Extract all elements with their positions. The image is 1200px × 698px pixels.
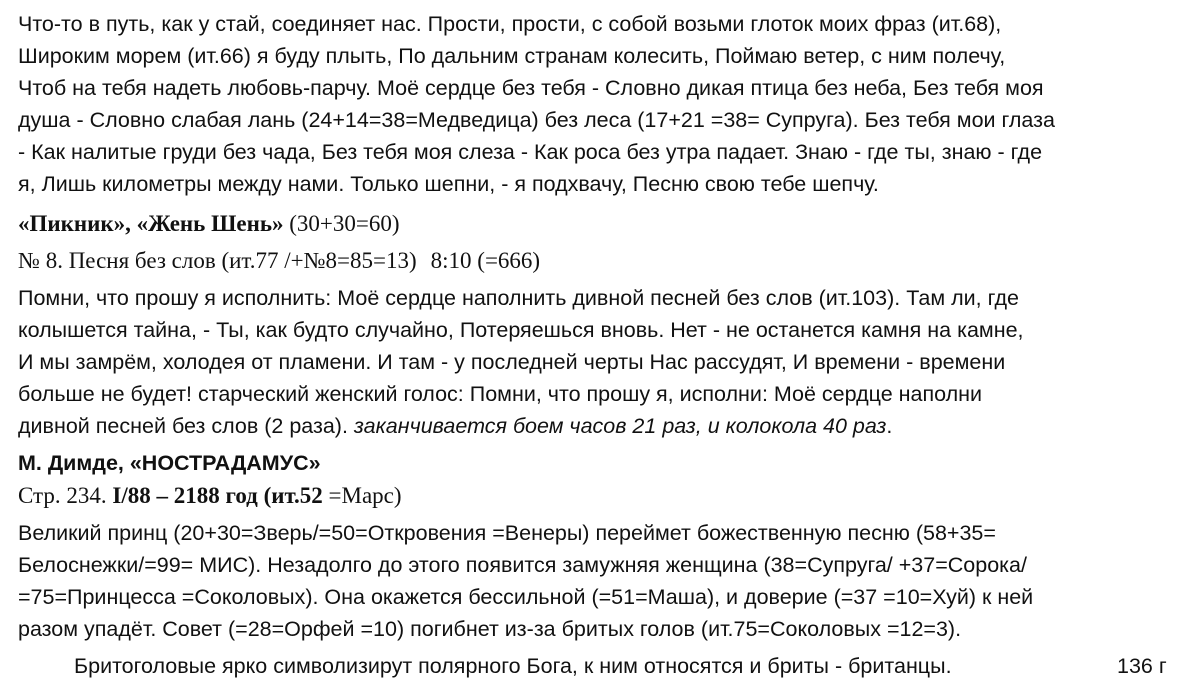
- song-heading-numbers: (30+30=60): [289, 211, 400, 236]
- song-number-text: № 8. Песня без слов (ит.77 /+№8=85=13): [18, 248, 417, 273]
- stage-direction: заканчивается боем часов 21 раз, и колокола 40 раз: [353, 414, 887, 438]
- text-line: И мы замрём, холодея от пламени. И там - у последней черты Нас рассудят, И времени - времени: [18, 350, 1006, 374]
- text-line: я, Лишь километры между нами. Только шепни, - я подхвачу, Песню свою тебе шепчу.: [18, 172, 879, 196]
- text-line: колышется тайна, - Ты, как будто случайно, Потеряешься вновь. Нет - не останется камня на камне,: [18, 318, 1024, 342]
- song-time: 8:10 (=666): [430, 248, 541, 273]
- song-number: [18, 245, 540, 277]
- text-line: Помни, что прошу я исполнить: Моё сердце наполнить дивной песней без слов (ит.103). Там ли, где: [18, 286, 1019, 310]
- book-ref-year: I/88 – 2188 год: [112, 483, 258, 508]
- book-ref: [18, 480, 402, 512]
- text-line: Широким морем (ит.66) я буду плыть, По дальним странам колесить, Поймаю ветер, с ним полечу,: [18, 44, 1006, 68]
- text-line: =75=Принцесса =Соколовых). Она окажется бессильной (=51=Маша), и доверие (=37 =10=Хуй) к ней: [18, 585, 1034, 609]
- footer-text: Бритоголовые ярко символизирут полярного Бога, к ним относятся и бриты - британцы.: [74, 654, 952, 678]
- text-line: больше не будет! старческий женский голос: Помни, что прошу я, исполни: Моё сердце наполни: [18, 382, 983, 406]
- text-line: Белоснежки/=99= МИС). Незадолго до этого появится замужняя женщина (38=Супруга/ +37=Сорока/: [18, 553, 1027, 577]
- page-number: 136 г: [1117, 654, 1167, 678]
- text-span: дивной песней без слов (2 раза).: [18, 414, 354, 438]
- book-ref-prefix: Стр. 234.: [18, 483, 113, 508]
- song-heading-title: «Пикник», «Жень Шень»: [18, 211, 284, 236]
- text-line: душа - Словно слабая лань (24+14=38=Медведица) без леса (17+21 =38= Супруга). Без тебя мои глаза: [18, 108, 1055, 132]
- book-ref-it: (ит.52: [263, 483, 323, 508]
- text-line: - Как налитые груди без чада, Без тебя моя слеза - Как роса без утра падает. Знаю - где ты, знаю - где: [18, 140, 1043, 164]
- text-span: .: [886, 414, 893, 438]
- text-line: Чтоб на тебя надеть любовь-парчу. Моё сердце без тебя - Словно дикая птица без неба, Без тебя моя: [18, 76, 1044, 100]
- text-line: разом упадёт. Совет (=28=Орфей =10) погибнет из-за бритых голов (ит.75=Соколовых =12=3).: [18, 617, 962, 641]
- text-line: Великий принц (20+30=Зверь/=50=Откровения =Венеры) переймет божественную песню (58+35=: [18, 521, 996, 545]
- book-heading: М. Димде, «НОСТРАДАМУС»: [18, 451, 321, 475]
- text-line: Что-то в путь, как у стай, соединяет нас. Прости, прости, с собой возьми глоток моих фраз (ит.68),: [18, 12, 1002, 36]
- text-line: [18, 410, 892, 442]
- book-ref-suffix: =Марс): [328, 483, 402, 508]
- song-heading: [18, 208, 400, 240]
